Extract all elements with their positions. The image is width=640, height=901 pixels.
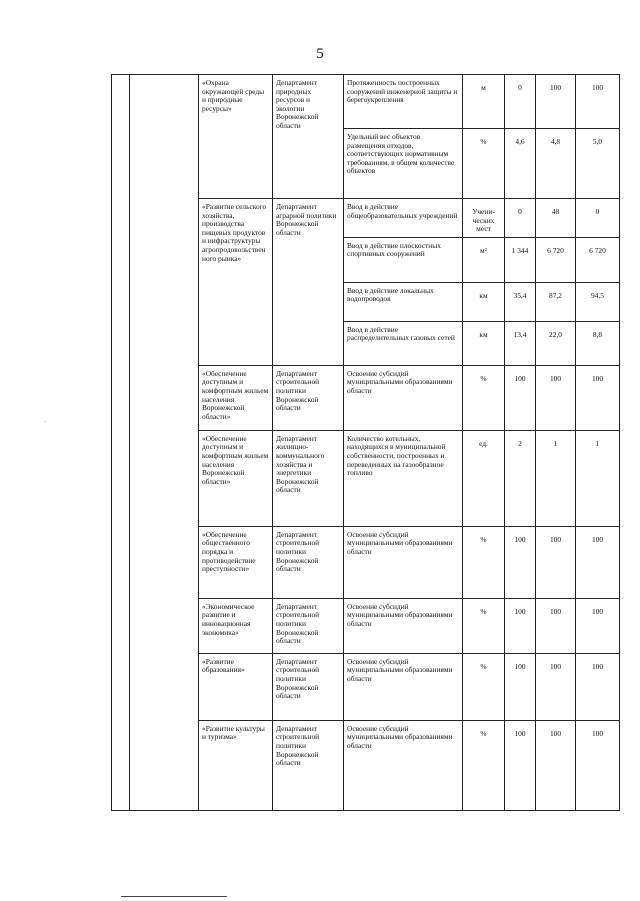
- value-cell: 2: [505, 430, 536, 526]
- value-cell: 94,5: [576, 282, 620, 321]
- value-cell: 1 344: [505, 237, 536, 282]
- value-cell: 1: [576, 430, 620, 526]
- value-cell: 100: [576, 653, 620, 720]
- program-name-cell: «Развитие сельского хозяйства, производства пищевых продуктов и инфраструктуры агропродовольственного рынка»: [199, 199, 273, 366]
- value-cell: 35,4: [505, 282, 536, 321]
- table-body: [112, 75, 620, 811]
- value-cell: 100: [536, 598, 576, 653]
- unit-cell: %: [463, 526, 505, 598]
- blank-col-2: [130, 75, 199, 811]
- program-name-cell: «Обеспечение доступным и комфортным жильем населения Воронежской области»: [199, 430, 273, 526]
- value-cell: 0: [576, 199, 620, 238]
- indicator-name-cell: Ввод в действие плоскостных спортивных сооружений: [344, 237, 463, 282]
- table-row: [112, 75, 620, 129]
- indicator-name-cell: Освоение субсидий муниципальными образованиями области: [344, 653, 463, 720]
- indicator-name-cell: Удельный вес объектов размещения отходов, соответствующих нормативным требованиям, в общем количестве объектов: [344, 129, 463, 199]
- department-cell: Департамент строительной политики Воронежской области: [273, 365, 344, 430]
- value-cell: 100: [536, 365, 576, 430]
- program-name-cell: «Экономическое развитие и инновационная экономика»: [199, 598, 273, 653]
- value-cell: 22,0: [536, 321, 576, 365]
- indicator-name-cell: Освоение субсидий муниципальными образованиями области: [344, 598, 463, 653]
- value-cell: 6 720: [576, 237, 620, 282]
- value-cell: 13,4: [505, 321, 536, 365]
- unit-cell: %: [463, 720, 505, 810]
- bottom-rule: [121, 896, 227, 897]
- value-cell: 4,6: [505, 129, 536, 199]
- unit-cell: км: [463, 321, 505, 365]
- program-name-cell: «Обеспечение доступным и комфортным жильем населения Воронежской области»: [199, 365, 273, 430]
- department-cell: Департамент строительной политики Воронежской области: [273, 653, 344, 720]
- value-cell: 100: [576, 720, 620, 810]
- unit-cell: Учени-ческих мест: [463, 199, 505, 238]
- indicator-name-cell: Освоение субсидий муниципальными образованиями области: [344, 720, 463, 810]
- value-cell: 100: [576, 365, 620, 430]
- value-cell: 100: [576, 526, 620, 598]
- indicator-name-cell: Ввод в действие локальных водопроводов: [344, 282, 463, 321]
- margin-mark: ·: [44, 418, 47, 426]
- value-cell: 100: [505, 720, 536, 810]
- unit-cell: ед.: [463, 430, 505, 526]
- value-cell: 0: [505, 75, 536, 129]
- unit-cell: %: [463, 129, 505, 199]
- value-cell: 100: [505, 526, 536, 598]
- value-cell: 100: [576, 598, 620, 653]
- value-cell: 0: [505, 199, 536, 238]
- unit-cell: %: [463, 653, 505, 720]
- unit-cell: км: [463, 282, 505, 321]
- value-cell: 5,0: [576, 129, 620, 199]
- indicator-name-cell: Протяженность построенных сооружений инженерной защиты и берегоукрепления: [344, 75, 463, 129]
- indicator-name-cell: Ввод в действие распределительных газовых сетей: [344, 321, 463, 365]
- value-cell: 100: [536, 653, 576, 720]
- value-cell: 4,8: [536, 129, 576, 199]
- unit-cell: %: [463, 365, 505, 430]
- value-cell: 100: [505, 598, 536, 653]
- value-cell: 100: [536, 720, 576, 810]
- unit-cell: %: [463, 598, 505, 653]
- value-cell: 100: [576, 75, 620, 129]
- page-number: 5: [316, 46, 324, 62]
- department-cell: Департамент строительной политики Воронежской области: [273, 526, 344, 598]
- program-name-cell: «Обеспечение общественного порядка и противодействие преступности»: [199, 526, 273, 598]
- indicator-name-cell: Освоение субсидий муниципальными образованиями области: [344, 526, 463, 598]
- value-cell: 1: [536, 430, 576, 526]
- program-name-cell: «Развитие культуры и туризма»: [199, 720, 273, 810]
- value-cell: 100: [536, 75, 576, 129]
- program-name-cell: «Развитие образования»: [199, 653, 273, 720]
- department-cell: Департамент строительной политики Воронежской области: [273, 598, 344, 653]
- unit-cell: м: [463, 75, 505, 129]
- value-cell: 87,2: [536, 282, 576, 321]
- department-cell: Департамент жилищно-коммунального хозяйства и энергетики Воронежской области: [273, 430, 344, 526]
- program-indicators-table: [111, 74, 620, 811]
- department-cell: Департамент природных ресурсов и экологии Воронежской области: [273, 75, 344, 199]
- indicator-name-cell: Количество котельных, находящихся в муниципальной собственности, построенных и переведенных на газообразное топливо: [344, 430, 463, 526]
- value-cell: 8,8: [576, 321, 620, 365]
- value-cell: 48: [536, 199, 576, 238]
- indicator-name-cell: Освоение субсидий муниципальными образованиями области: [344, 365, 463, 430]
- value-cell: 100: [505, 653, 536, 720]
- value-cell: 100: [536, 526, 576, 598]
- program-name-cell: «Охрана окружающей среды и природные ресурсы»: [199, 75, 273, 199]
- blank-col-1: [112, 75, 130, 811]
- indicator-name-cell: Ввод в действие общеобразовательных учреждений: [344, 199, 463, 238]
- value-cell: 100: [505, 365, 536, 430]
- department-cell: Департамент строительной политики Воронежской области: [273, 720, 344, 810]
- value-cell: 6 720: [536, 237, 576, 282]
- department-cell: Департамент аграрной политики Воронежской области: [273, 199, 344, 366]
- unit-cell: м²: [463, 237, 505, 282]
